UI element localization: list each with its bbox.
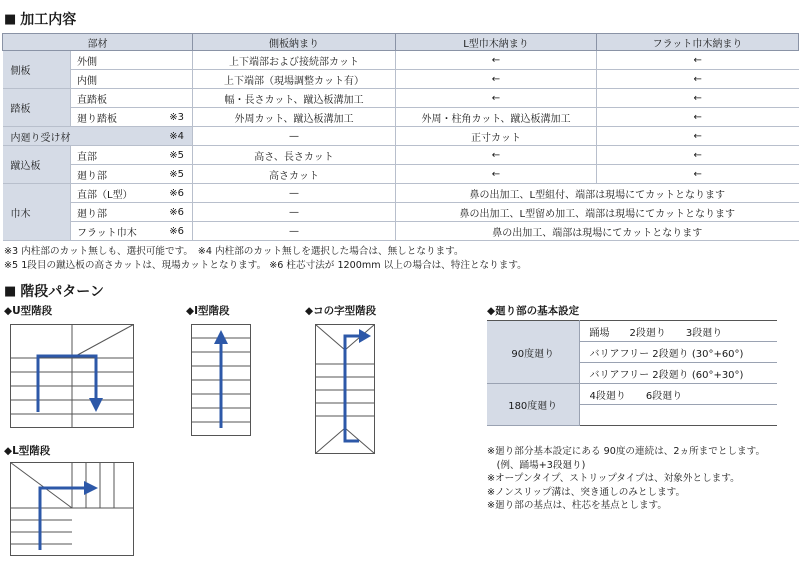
- side-cell: —: [193, 203, 396, 222]
- setting-value: 4段廻り 6段廻り: [579, 384, 777, 405]
- section-title: 階段パターン: [20, 284, 105, 300]
- note-line: ※オープンタイプ、ストリップタイプは、対象外とします。: [487, 473, 740, 484]
- direction-arrow: [38, 356, 96, 412]
- group-label-90: 90度廻り: [487, 321, 579, 384]
- i-stair-diagram: [191, 324, 251, 436]
- sub-part-cell: 廻り部: [71, 203, 151, 222]
- setting-value: 踊場 2段廻り 3段廻り: [579, 321, 777, 342]
- section-title: 加工内容: [20, 12, 77, 28]
- note-cell: ※4: [151, 127, 193, 146]
- table-row: [3, 108, 799, 127]
- l-type-cell: ←: [396, 165, 597, 184]
- section-heading-processing: [4, 9, 76, 29]
- column-header: フラット巾木納まり: [597, 34, 799, 51]
- side-cell: 上下端部および接続部カット: [193, 51, 396, 70]
- table-row: [3, 203, 799, 222]
- combined-cell: 鼻の出加工、端部は現場にてカットとなります: [396, 222, 799, 241]
- side-cell: 高さ、長さカット: [193, 146, 396, 165]
- table-row: [3, 222, 799, 241]
- part-cell: 側板: [3, 51, 71, 89]
- l-stair-title: ◆L型階段: [4, 445, 51, 457]
- ko-stair-title: ◆コの字型階段: [305, 305, 377, 317]
- mawari-table: [487, 320, 777, 426]
- flat-cell: ←: [597, 127, 799, 146]
- table-row: [487, 321, 777, 342]
- processing-table: [2, 33, 799, 241]
- sub-part-cell: 内側: [71, 70, 151, 89]
- flat-cell: ←: [597, 51, 799, 70]
- l-stair-diagram: [10, 462, 134, 556]
- note-cell: [151, 70, 193, 89]
- arrowhead-icon: [214, 330, 228, 344]
- side-cell: 外周カット、蹴込板溝加工: [193, 108, 396, 127]
- note-cell: ※6: [151, 203, 193, 222]
- note-cell: [151, 89, 193, 108]
- note-cell: ※6: [151, 184, 193, 203]
- direction-arrow: [40, 488, 86, 550]
- side-cell: 上下端部（現場調整カット有）: [193, 70, 396, 89]
- note-cell: ※5: [151, 165, 193, 184]
- ko-stair-diagram: [315, 324, 375, 454]
- side-cell: 高さカット: [193, 165, 396, 184]
- l-type-cell: ←: [396, 146, 597, 165]
- setting-value: バリアフリー 2段廻り (60°+30°): [579, 363, 777, 384]
- flat-cell: ←: [597, 89, 799, 108]
- column-header: 側板納まり: [193, 34, 396, 51]
- arrowhead-icon: [84, 481, 98, 495]
- l-type-cell: ←: [396, 70, 597, 89]
- l-type-cell: ←: [396, 89, 597, 108]
- table-row: [3, 127, 799, 146]
- flat-cell: ←: [597, 108, 799, 127]
- table-row: [3, 70, 799, 89]
- sub-part-cell: 直部: [71, 146, 151, 165]
- footnote: ※5 1段目の蹴込板の高さカットは、現場カットとなります。 ※6 柱芯寸法が 1200mm 以上の場合は、特注となります。: [4, 260, 527, 271]
- note-cell: [151, 51, 193, 70]
- part-cell: 巾木: [3, 184, 71, 241]
- column-header: L型巾木納まり: [396, 34, 597, 51]
- part-cell: 蹴込板: [3, 146, 71, 184]
- square-bullet-icon: ■: [4, 11, 17, 27]
- table-row: [3, 89, 799, 108]
- flat-cell: ←: [597, 70, 799, 89]
- column-header: 部材: [3, 34, 193, 51]
- u-stair-title: ◆U型階段: [4, 305, 53, 317]
- combined-cell: 鼻の出加工、L型留め加工、端部は現場にてカットとなります: [396, 203, 799, 222]
- i-stair-title: ◆I型階段: [186, 305, 230, 317]
- side-cell: —: [193, 222, 396, 241]
- sub-part-cell: 外側: [71, 51, 151, 70]
- flat-cell: ←: [597, 165, 799, 184]
- note-cell: ※6: [151, 222, 193, 241]
- table-row: [3, 51, 799, 70]
- arrowhead-icon: [359, 329, 371, 343]
- side-cell: —: [193, 127, 396, 146]
- side-cell: 幅・長さカット、蹴込板溝加工: [193, 89, 396, 108]
- setting-value: [579, 405, 777, 426]
- note-line: ※廻り部の基点は、柱芯を基点とします。: [487, 500, 667, 511]
- table-header-row: [3, 34, 799, 51]
- setting-value: バリアフリー 2段廻り (30°+60°): [579, 342, 777, 363]
- square-bullet-icon: ■: [4, 283, 17, 299]
- direction-arrow: [345, 336, 361, 441]
- note-cell: ※3: [151, 108, 193, 127]
- section-heading-patterns: [4, 281, 104, 301]
- sub-part-cell: フラット巾木: [71, 222, 151, 241]
- table-row: [487, 384, 777, 405]
- note-line: ※ノンスリップ溝は、突き通しのみとします。: [487, 486, 686, 498]
- note-line: ※廻り部分基本設定にある 90度の連続は、2ヵ所までとします。: [487, 446, 766, 457]
- sub-part-cell: 直踏板: [71, 89, 151, 108]
- note-cell: ※5: [151, 146, 193, 165]
- arrowhead-icon: [89, 398, 103, 412]
- u-stair-diagram: [10, 324, 134, 428]
- table-row: [3, 146, 799, 165]
- footnote: ※3 内柱部のカット無しも、選択可能です。 ※4 内柱部のカット無しを選択した場合は、無しとなります。: [4, 246, 464, 257]
- group-label-180: 180度廻り: [487, 384, 579, 426]
- sub-part-cell: 廻り部: [71, 165, 151, 184]
- part-cell: 内廻り受け材: [3, 127, 151, 146]
- sub-part-cell: 直部（L型）: [71, 184, 151, 203]
- side-cell: —: [193, 184, 396, 203]
- part-cell: 踏板: [3, 89, 71, 127]
- note-line: (例、踊場+3段廻り): [487, 459, 586, 471]
- combined-cell: 鼻の出加工、L型組付、端部は現場にてカットとなります: [396, 184, 799, 203]
- l-type-cell: ←: [396, 51, 597, 70]
- l-type-cell: 正寸カット: [396, 127, 597, 146]
- table-row: [3, 165, 799, 184]
- flat-cell: ←: [597, 146, 799, 165]
- table-row: [3, 184, 799, 203]
- mawari-title: ◆廻り部の基本設定: [487, 305, 580, 317]
- sub-part-cell: 廻り踏板: [71, 108, 151, 127]
- l-type-cell: 外周・柱角カット、蹴込板溝加工: [396, 108, 597, 127]
- notes-block: [487, 445, 765, 513]
